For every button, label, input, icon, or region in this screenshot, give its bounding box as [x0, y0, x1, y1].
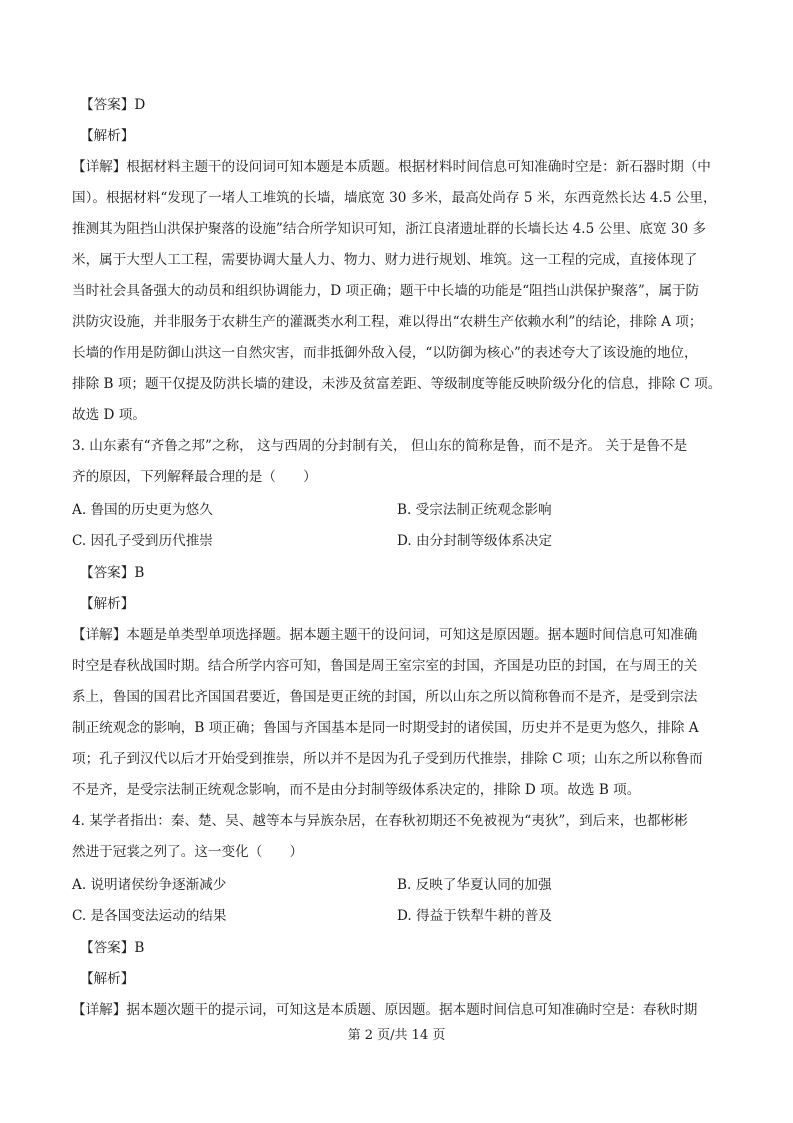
q4-option-a: A. 说明诸侯纷争逐渐减少 [72, 877, 227, 893]
detail-line: 【详解】根据材料主题干的设问词可知本题是本质题。根据材料时间信息可知准确时空是：新石器时期（中 [72, 159, 711, 175]
detail-line: 制正统观念的影响，B 项正确；鲁国与齐国基本是同一时期受封的诸侯国，历史并不是更为悠久，排除 A [72, 720, 699, 736]
question-3-stem: 齐的原因，下列解释最合理的是（ ） [72, 469, 317, 485]
detail-line: 系上，鲁国的国君比齐国国君要近，鲁国是更正统的封国，所以山东之所以简称鲁而不是齐，是受到宗法 [72, 689, 698, 705]
detail-line: 国）。根据材料“发现了一堵人工堆筑的长墙，墙底宽 30 多米，最高处尚存 5 米，东西竟然长达 4.5 公里， [72, 190, 717, 206]
detail-line: 不是齐，是受宗法制正统观念影响，而不是由分封制等级体系决定的，排除 D 项。故选 B 项。 [72, 782, 641, 798]
q3-option-a: A. 鲁国的历史更为悠久 [72, 502, 213, 518]
answer-label-q2: 【答案】D [80, 97, 146, 113]
analysis-label-q4: 【解析】 [80, 971, 135, 987]
detail-line: 长墙的作用是防御山洪这一自然灾害，而非抵御外敌入侵，“以防御为核心”的表述夸大了该设施的地位， [72, 345, 698, 361]
detail-line: 项；孔子到汉代以后才开始受到推崇，所以并不是因为孔子受到历代推崇，排除 C 项；山东之所以称鲁而 [72, 751, 703, 767]
detail-line: 洪防灾设施，并非服务于农耕生产的灌溉类水利工程，难以得出“农耕生产依赖水利”的结论，排除 A 项； [72, 314, 703, 330]
question-3-stem: 3. 山东素有“齐鲁之邦”之称， 这与西周的分封制有关， 但山东的简称是鲁，而不是齐。 关于是鲁不是 [72, 438, 688, 454]
analysis-label-q2: 【解析】 [80, 128, 135, 144]
detail-line: 故选 D 项。 [72, 407, 146, 423]
answer-label-q4: 【答案】B [80, 940, 145, 956]
q3-option-c: C. 因孔子受到历代推崇 [72, 533, 213, 549]
q3-option-d: D. 由分封制等级体系决定 [397, 533, 552, 549]
detail-line: 推测其为阻挡山洪保护聚落的设施”结合所学知识可知，浙江良渚遗址群的长墙长达 4.5 公里、底宽 30 多 [72, 221, 707, 237]
detail-line: 排除 B 项；题干仅提及防洪长墙的建设，未涉及贫富差距、等级制度等能反映阶级分化的信息，排除 C 项。 [72, 376, 722, 392]
q3-option-b: B. 受宗法制正统观念影响 [397, 502, 552, 518]
q4-option-d: D. 得益于铁犁牛耕的普及 [397, 908, 552, 924]
question-4-stem: 然进于冠裳之列了。这一变化（ ） [72, 844, 304, 860]
detail-line: 时空是春秋战国时期。结合所学内容可知，鲁国是周王室宗室的封国，齐国是功臣的封国，在与周王的关 [72, 658, 698, 674]
q4-option-b: B. 反映了华夏认同的加强 [397, 877, 552, 893]
detail-line: 【详解】据本题次题干的提示词，可知这是本质题、原因题。据本题时间信息可知准确时空是：春秋时期 [72, 1002, 698, 1018]
analysis-label-q3: 【解析】 [80, 596, 135, 612]
detail-line: 米，属于大型人工工程，需要协调大量人力、物力、财力进行规划、堆筑。这一工程的完成，直接体现了 [72, 252, 698, 268]
detail-line: 当时社会具备强大的动员和组织协调能力，D 项正确；题干中长墙的功能是“阻挡山洪保护聚落”，属于防 [72, 283, 700, 299]
q4-option-c: C. 是各国变法运动的结果 [72, 908, 227, 924]
question-4-stem: 4. 某学者指出：秦、楚、吴、越等本与异族杂居，在春秋初期还不免被视为“夷狄”，到后来，也都彬彬 [72, 813, 688, 829]
page-footer: 第 2 页/共 14 页 [347, 1028, 446, 1043]
answer-label-q3: 【答案】B [80, 565, 145, 581]
detail-line: 【详解】本题是单类型单项选择题。据本题主题干的设问词，可知这是原因题。据本题时间信息可知准确 [72, 627, 698, 643]
